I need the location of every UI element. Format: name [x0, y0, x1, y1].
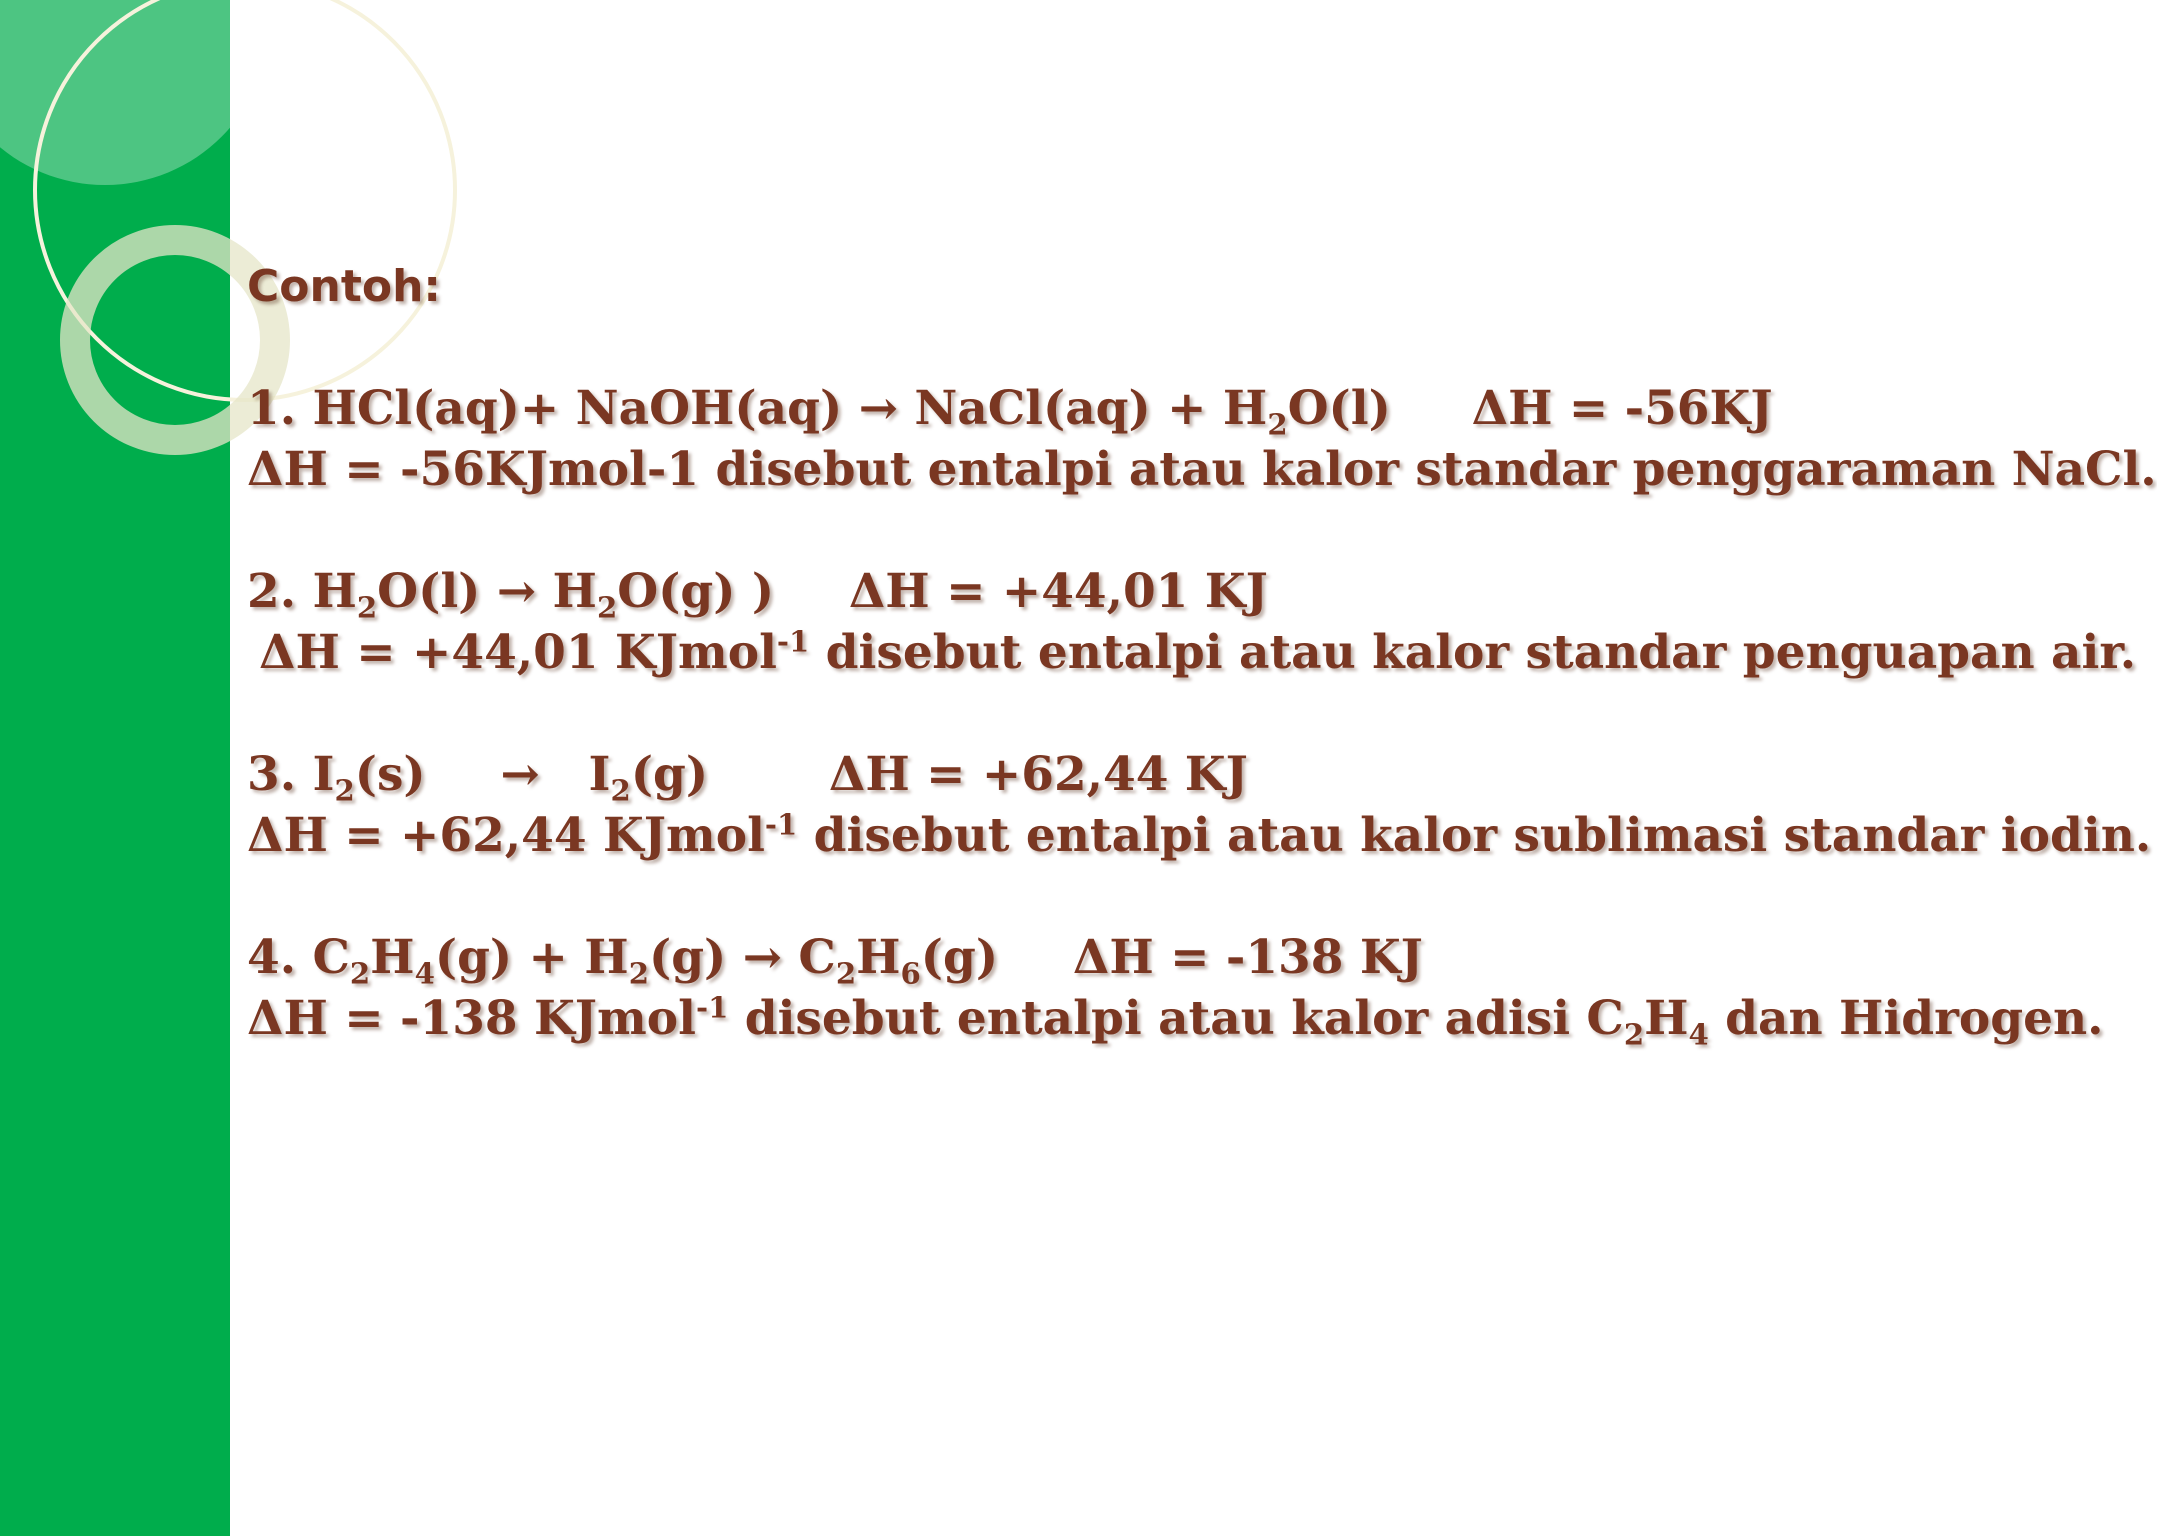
explanation-text: dan Hidrogen.: [1708, 991, 2104, 1046]
explanation-text: ΔH = -138 KJmol: [247, 991, 696, 1046]
example-1-equation: [247, 378, 2007, 442]
subscript: 2: [1623, 1017, 1645, 1052]
example-number: 2.: [247, 564, 297, 619]
equation-text: HCl(aq)+ NaOH(aq) → NaCl(aq) + H: [312, 381, 1268, 436]
equation-text: I: [588, 747, 611, 802]
sidebar-band: [0, 0, 230, 1536]
example-4-equation: [247, 927, 2007, 991]
subscript: 2: [628, 956, 649, 991]
enthalpy-value: ΔH = +62,44 KJ: [828, 747, 1248, 802]
example-1-explanation: [247, 439, 2157, 500]
equation-text: (g): [920, 930, 999, 985]
equation-text: O(g) ): [617, 564, 775, 619]
superscript: -1: [695, 990, 729, 1025]
spacer: [247, 317, 2007, 378]
equation-text: H: [370, 930, 415, 985]
explanation-text: ΔH = -56KJmol-1 disebut entalpi atau kalor standar penggaraman NaCl.: [247, 442, 2157, 497]
equation-text: (g) → C: [648, 930, 836, 985]
enthalpy-value: ΔH = +44,01 KJ: [848, 564, 1268, 619]
heading: Contoh:: [247, 261, 442, 312]
arrow: →: [500, 747, 540, 802]
explanation-text: ΔH = +62,44 KJmol: [247, 808, 765, 863]
example-2-explanation: [247, 622, 2137, 683]
equation-text: H: [312, 564, 357, 619]
example-4-explanation: [247, 988, 2104, 1052]
subscript: 2: [835, 956, 857, 991]
subscript: 2: [334, 773, 355, 808]
subscript: 2: [356, 590, 378, 625]
subscript: 4: [1688, 1017, 1709, 1052]
equation-text: H: [856, 930, 901, 985]
subscript: 6: [900, 956, 921, 991]
explanation-text: disebut entalpi atau kalor sublimasi standar iodin.: [797, 808, 2152, 863]
example-3-equation: [247, 744, 2007, 808]
subscript: 2: [1267, 407, 1288, 442]
superscript: -1: [776, 624, 810, 659]
explanation-text: disebut entalpi atau kalor standar penguapan air.: [809, 625, 2137, 680]
equation-text: O(l) → H: [377, 564, 597, 619]
decorative-circles: [0, 0, 230, 520]
thick-ring-shape: [75, 240, 275, 440]
subscript: 2: [349, 956, 371, 991]
example-number: 3.: [247, 747, 297, 802]
spacer: [247, 683, 2007, 744]
example-number: 4.: [247, 930, 297, 985]
equation-text: C: [312, 930, 350, 985]
explanation-text: disebut entalpi atau kalor adisi C: [728, 991, 1624, 1046]
equation-text: (s): [354, 747, 426, 802]
example-3-explanation: [247, 805, 2152, 866]
equation-text: I: [312, 747, 335, 802]
explanation-text: ΔH = +44,01 KJmol: [259, 625, 777, 680]
spacer: [247, 866, 2007, 927]
slide-content: [247, 256, 2157, 1052]
enthalpy-value: ΔH = -56KJ: [1471, 381, 1773, 436]
subscript: 4: [414, 956, 435, 991]
explanation-text: H: [1644, 991, 1689, 1046]
light-arc-shape: [0, 0, 270, 185]
subscript: 2: [596, 590, 618, 625]
equation-text: (g) + H: [434, 930, 629, 985]
equation-text: (g): [630, 747, 709, 802]
equation-text: O(l): [1287, 381, 1391, 436]
spacer: [247, 500, 2007, 561]
enthalpy-value: ΔH = -138 KJ: [1072, 930, 1423, 985]
example-number: 1.: [247, 381, 297, 436]
example-2-equation: [247, 561, 2007, 625]
superscript: -1: [764, 807, 798, 842]
subscript: 2: [610, 773, 631, 808]
